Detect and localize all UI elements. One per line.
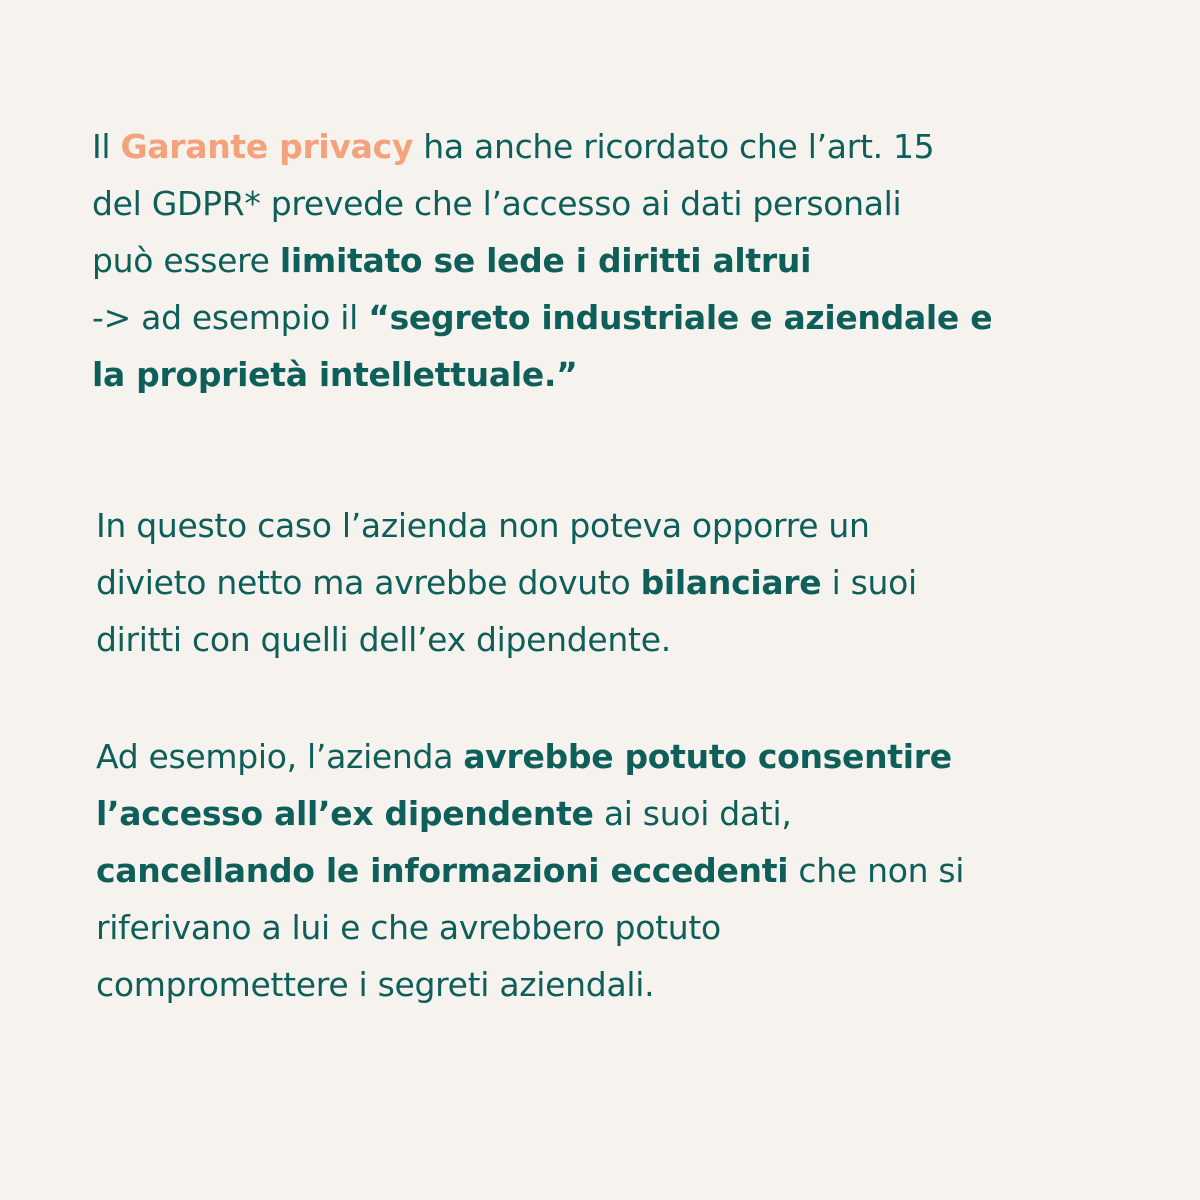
text-line xyxy=(96,728,964,785)
text-run: che non si xyxy=(788,851,965,890)
text-line xyxy=(96,842,964,899)
bold-text: “segreto industriale e aziendale e xyxy=(368,298,993,337)
text-run: del GDPR* prevede che l’accesso ai dati personali xyxy=(92,184,902,223)
text-run: ai suoi dati, xyxy=(593,794,792,833)
text-line xyxy=(96,554,917,611)
text-line xyxy=(96,899,964,956)
text-line xyxy=(96,497,917,554)
bold-text: avrebbe potuto consentire xyxy=(463,737,952,776)
text-line xyxy=(96,956,964,1013)
text-run: i suoi xyxy=(821,563,917,602)
paragraph-esempio xyxy=(96,728,964,1013)
text-line xyxy=(92,118,992,175)
paragraph-bilanciare xyxy=(96,497,917,668)
bold-text: cancellando le informazioni eccedenti xyxy=(96,851,789,890)
text-run: -> ad esempio il xyxy=(92,298,369,337)
bold-text: la proprietà intellettuale.” xyxy=(92,355,578,394)
text-run: ha anche ricordato che l’art. 15 xyxy=(413,127,935,166)
bold-text: limitato se lede i diritti altrui xyxy=(279,241,812,280)
paragraph-garante-privacy xyxy=(92,118,992,403)
text-run: riferivano a lui e che avrebbero potuto xyxy=(96,908,721,947)
text-run: Ad esempio, l’azienda xyxy=(96,737,464,776)
text-run: divieto netto ma avrebbe dovuto xyxy=(96,563,641,602)
bold-text: bilanciare xyxy=(640,563,822,602)
text-line xyxy=(92,175,992,232)
text-line xyxy=(92,346,992,403)
text-run: compromettere i segreti aziendali. xyxy=(96,965,655,1004)
text-line xyxy=(96,785,964,842)
text-run: Il xyxy=(92,127,121,166)
bold-text: l’accesso all’ex dipendente xyxy=(96,794,594,833)
text-run: diritti con quelli dell’ex dipendente. xyxy=(96,620,671,659)
text-run: può essere xyxy=(92,241,280,280)
text-line xyxy=(92,232,992,289)
text-line xyxy=(96,611,917,668)
highlight-garante-privacy: Garante privacy xyxy=(120,127,414,166)
text-line xyxy=(92,289,992,346)
text-run: In questo caso l’azienda non poteva opporre un xyxy=(96,506,870,545)
